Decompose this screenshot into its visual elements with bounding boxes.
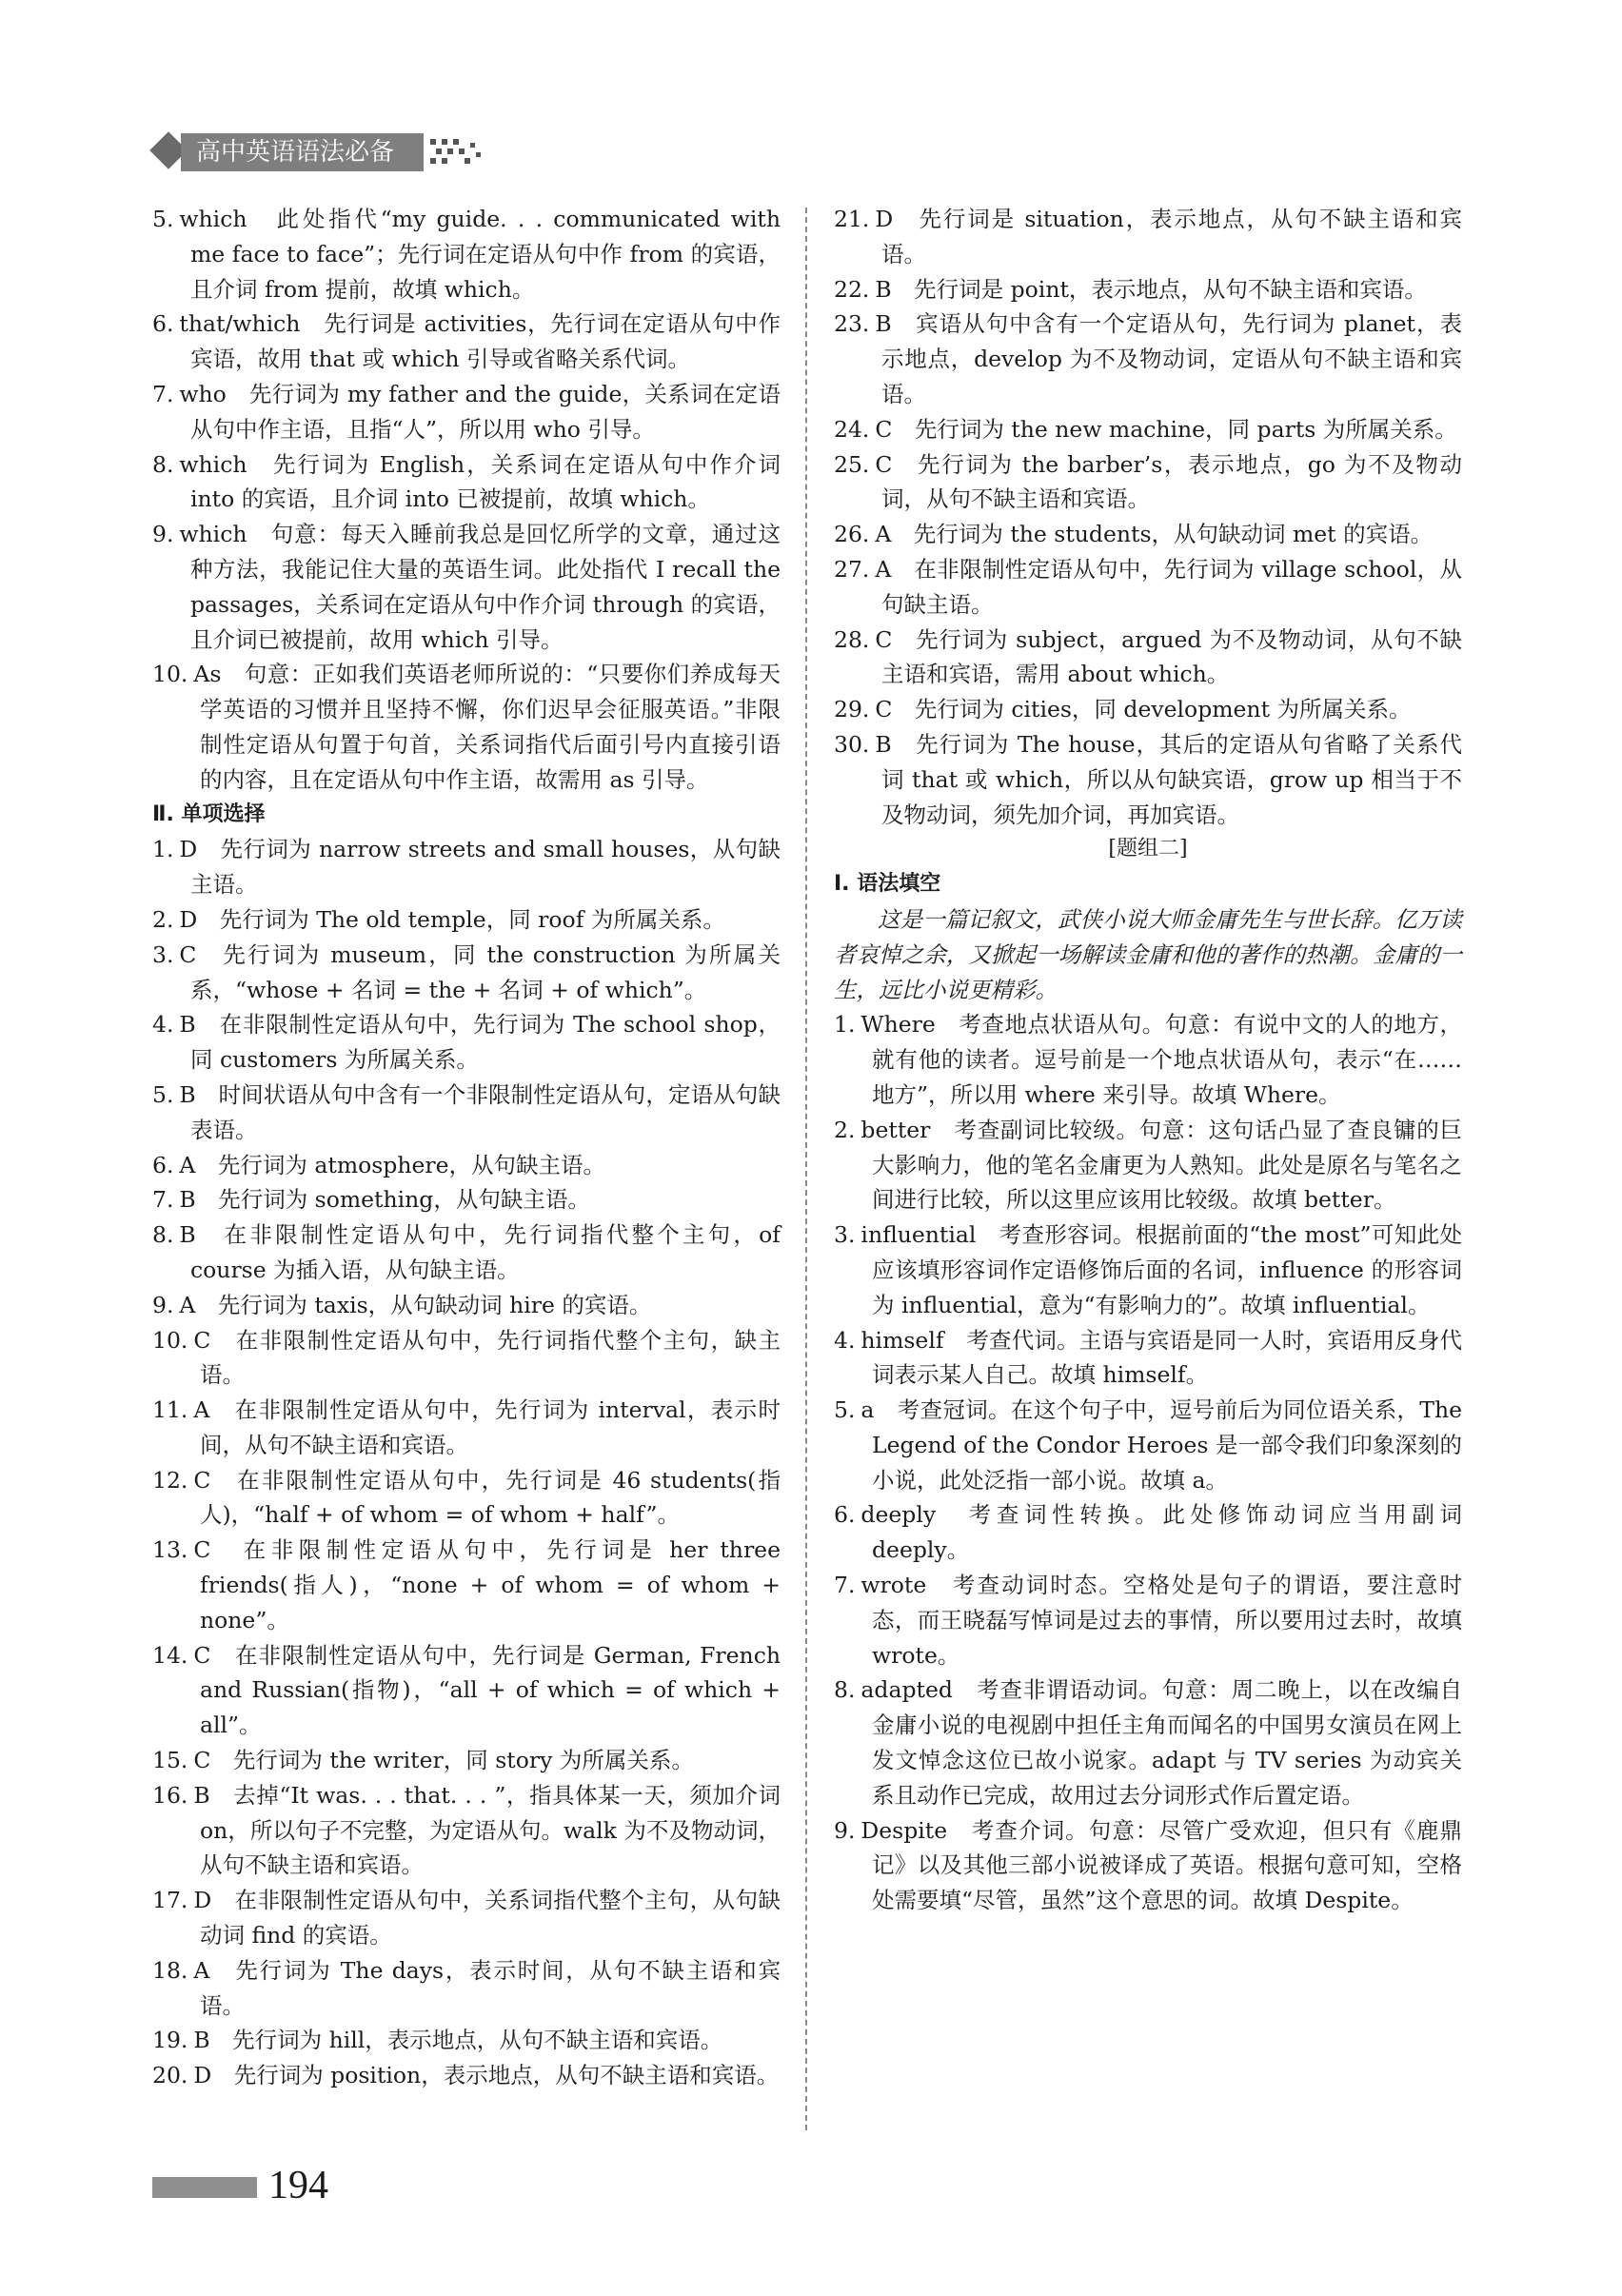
answer-item <box>834 447 1462 518</box>
book-title: 高中英语语法必备 <box>181 133 424 171</box>
item-number: 10. <box>152 1326 188 1354</box>
item-text: which 此处指代“my guide. . . communicated with me face to face”；先行词在定语从句中作 from 的宾语，且介词 from 提前，故填 which。 <box>179 206 781 303</box>
item-number: 7. <box>152 380 174 407</box>
answer-item <box>152 2058 781 2093</box>
answer-item <box>152 447 781 518</box>
item-text: who 先行词为 my father and the guide，关系词在定语从句中作主语，且指“人”，所以用 who 引导。 <box>179 380 781 443</box>
answer-item <box>834 307 1462 411</box>
item-text: A 先行词为 atmosphere，从句缺主语。 <box>179 1151 606 1178</box>
item-number: 16. <box>152 1781 188 1809</box>
item-text: B 先行词为 something，从句缺主语。 <box>179 1186 590 1214</box>
item-number: 6. <box>152 1151 174 1178</box>
item-text: As 句意：正如我们英语老师所说的：“只要你们养成每天学英语的习惯并且坚持不懈，你们迟早会征服英语。”非限制性定语从句置于句首，关系词指代后面引号内直接引语的内容，且在定语从句中作主语，故需用 as 引导。 <box>193 661 781 793</box>
answer-item <box>834 692 1462 727</box>
dot-pattern-icon <box>428 137 485 169</box>
item-number: 2. <box>152 905 174 933</box>
answer-item <box>834 202 1462 272</box>
item-number: 12. <box>152 1466 188 1494</box>
item-text: C 先行词为 subject，argued 为不及物动词，从句不缺主语和宾语，需用 about which。 <box>875 625 1462 688</box>
item-text: B 时间状语从句中含有一个非限制性定语从句，定语从句缺表语。 <box>179 1080 781 1143</box>
answer-item <box>152 1393 781 1463</box>
item-number: 5. <box>834 1396 856 1424</box>
page-number: 194 <box>268 2164 328 2207</box>
answer-item <box>834 552 1462 623</box>
answer-item <box>152 2023 781 2058</box>
item-number: 3. <box>152 940 174 968</box>
answer-item <box>834 517 1462 552</box>
item-number: 10. <box>152 661 188 688</box>
answer-item <box>152 1217 781 1288</box>
item-text: B 宾语从句中含有一个定语从句，先行词为 planet，表示地点，develop 为不及物动词，定语从句不缺主语和宾语。 <box>875 310 1462 407</box>
item-text: C 先行词为 the barber’s，表示地点，go 为不及物动词，从句不缺主语和宾语。 <box>875 450 1462 513</box>
answer-item <box>152 1078 781 1148</box>
item-text: D 先行词为 The old temple，同 roof 为所属关系。 <box>179 905 725 933</box>
item-number: 20. <box>152 2062 188 2089</box>
item-number: 29. <box>834 696 870 723</box>
answer-item <box>834 1813 1462 1918</box>
answer-item <box>834 623 1462 693</box>
answer-item <box>834 1217 1462 1322</box>
item-text: A 先行词为 taxis，从句缺动词 hire 的宾语。 <box>179 1291 652 1318</box>
item-number: 21. <box>834 206 870 232</box>
item-text: B 去掉“It was. . . that. . . ”，指具体某一天，须加介词 on，所以句子不完整，为定语从句。walk 为不及物动词，从句不缺主语和宾语。 <box>193 1781 781 1879</box>
item-number: 19. <box>152 2027 188 2054</box>
item-text: A 先行词为 The days，表示时间，从句不缺主语和宾语。 <box>193 1956 781 2019</box>
answer-item <box>152 202 781 307</box>
item-number: 6. <box>834 1501 856 1529</box>
item-number: 23. <box>834 310 870 338</box>
item-number: 26. <box>834 521 870 548</box>
item-text: A 先行词为 the students，从句缺动词 met 的宾语。 <box>875 521 1434 548</box>
answer-item <box>152 657 781 797</box>
item-text: B 先行词是 point，表示地点，从句不缺主语和宾语。 <box>875 275 1427 303</box>
item-text: A 在非限制性定语从句中，先行词为 interval，表示时间，从句不缺主语和宾语。 <box>193 1396 781 1458</box>
answer-item <box>834 412 1462 447</box>
answer-item <box>834 272 1462 307</box>
answer-item <box>834 1113 1462 1217</box>
passage-summary: 这是一篇记叙文，武侠小说大师金庸先生与世长辞。亿万读者哀悼之余，又掀起一场解读金庸和他的著作的热潮。金庸的一生，远比小说更精彩。 <box>834 905 1462 1003</box>
item-text: B 先行词为 hill，表示地点，从句不缺主语和宾语。 <box>193 2027 723 2054</box>
item-number: 4. <box>834 1326 856 1354</box>
item-number: 8. <box>152 450 174 478</box>
answer-item <box>834 1568 1462 1673</box>
item-number: 2. <box>834 1116 856 1143</box>
answer-item <box>152 517 781 657</box>
answer-item <box>152 1007 781 1078</box>
item-number: 18. <box>152 1956 188 1984</box>
item-number: 27. <box>834 555 870 583</box>
item-number: 15. <box>152 1747 188 1774</box>
left-column <box>152 202 781 2093</box>
item-text: wrote 考查动词时态。空格处是句子的谓语，要注意时态，而王晓磊写悼词是过去的事情，所以要用过去时，故填 wrote。 <box>860 1572 1462 1669</box>
item-number: 5. <box>152 1080 174 1108</box>
answer-item <box>152 1778 781 1883</box>
footer-bar <box>152 2177 257 2198</box>
item-text: B 先行词为 The house，其后的定语从句省略了关系代词 that 或 which，所以从句缺宾语，grow up 相当于不及物动词，须先加介词，再加宾语。 <box>875 730 1462 828</box>
item-number: 9. <box>152 521 174 548</box>
answer-item <box>152 902 781 938</box>
item-text: D 先行词为 position，表示地点，从句不缺主语和宾语。 <box>193 2062 780 2089</box>
item-text: C 在非限制性定语从句中，先行词是 46 students(指人)，“half + of whom = of whom + half”。 <box>193 1466 781 1529</box>
answer-item <box>834 1323 1462 1394</box>
item-number: 13. <box>152 1536 188 1564</box>
item-text: C 在非限制性定语从句中，先行词是 her three friends(指人)，“none + of whom = of whom + none”。 <box>193 1536 781 1633</box>
item-number: 8. <box>152 1221 174 1249</box>
item-text: deeply 考查词性转换。此处修饰动词应当用副词 deeply。 <box>860 1501 1462 1564</box>
item-number: 22. <box>834 275 870 303</box>
item-number: 3. <box>834 1221 856 1249</box>
item-text: C 先行词为 cities，同 development 为所属关系。 <box>875 696 1412 723</box>
item-number: 14. <box>152 1641 188 1669</box>
answer-item <box>834 1007 1462 1112</box>
answer-item <box>152 1323 781 1394</box>
item-text: influential 考查形容词。根据前面的“the most”可知此处应该填形容词作定语修饰后面的名词，influence 的形容词为 influential，意为“有影响力的”。故填 influential。 <box>860 1221 1462 1318</box>
answer-item <box>152 1533 781 1637</box>
answer-item <box>834 1393 1462 1497</box>
item-text: a 考查冠词。在这个句子中，逗号前后为同位语关系，The Legend of the Condor Heroes 是一部令我们印象深刻的小说，此处泛指一部小说。故填 a。 <box>860 1396 1462 1494</box>
item-number: 1. <box>834 1011 856 1039</box>
item-text: Where 考查地点状语从句。句意：有说中文的人的地方，就有他的读者。逗号前是一个地点状语从句，表示“在……地方”，所以用 where 来引导。故填 Where。 <box>860 1011 1462 1108</box>
item-text: better 考查副词比较级。句意：这句话凸显了查良镛的巨大影响力，他的笔名金庸更为人熟知。此处是原名与笔名之间进行比较，所以这里应该用比较级。故填 better。 <box>860 1116 1462 1214</box>
section-heading: Ⅱ. 单项选择 <box>152 802 266 826</box>
item-text: C 先行词为 the writer，同 story 为所属关系。 <box>193 1747 694 1774</box>
answer-item <box>152 832 781 902</box>
item-text: D 在非限制性定语从句中，关系词指代整个主句，从句缺动词 find 的宾语。 <box>193 1887 781 1950</box>
item-text: A 在非限制性定语从句中，先行词为 village school，从句缺主语。 <box>875 555 1462 618</box>
item-text: himself 考查代词。主语与宾语是同一人时，宾语用反身代词表示某人自己。故填 himself。 <box>860 1326 1462 1389</box>
item-number: 24. <box>834 415 870 443</box>
answer-item <box>152 1883 781 1953</box>
item-number: 11. <box>152 1396 188 1424</box>
item-number: 30. <box>834 730 870 758</box>
column-divider <box>805 208 807 2130</box>
item-text: D 先行词是 situation，表示地点，从句不缺主语和宾语。 <box>875 206 1462 267</box>
item-number: 6. <box>152 310 174 338</box>
item-text: B 在非限制性定语从句中，先行词为 The school shop，同 customers 为所属关系。 <box>179 1011 781 1074</box>
answer-item <box>152 377 781 447</box>
group-heading: [题组二] <box>1108 837 1188 861</box>
answer-item <box>834 1497 1462 1568</box>
answer-item <box>152 1953 781 2024</box>
answer-item <box>152 307 781 377</box>
answer-item <box>152 1463 781 1534</box>
answer-item <box>152 1182 781 1217</box>
item-text: which 句意：每天入睡前我总是回忆所学的文章，通过这种方法，我能记住大量的英语生词。此处指代 I recall the passages，关系词在定语从句中作介词 through 的宾语，且介词已被提前，故用 which 引导。 <box>179 521 781 653</box>
item-text: C 先行词为 museum，同 the construction 为所属关系，“whose + 名词 = the + 名词 + of which”。 <box>179 940 781 1003</box>
answer-item <box>152 1288 781 1323</box>
item-text: C 在非限制性定语从句中，先行词指代整个主句，缺主语。 <box>193 1326 781 1389</box>
answer-item <box>152 1638 781 1743</box>
item-number: 7. <box>152 1186 174 1214</box>
answer-item <box>834 727 1462 832</box>
item-text: C 先行词为 the new machine，同 parts 为所属关系。 <box>875 415 1457 443</box>
item-text: adapted 考查非谓语动词。句意：周二晚上，以在改编自金庸小说的电视剧中担任主角而闻名的中国男女演员在网上发文悼念这位已故小说家。adapt 与 TV series 为动宾关系且动作已完成，故用过去分词形式作后置定语。 <box>860 1676 1462 1809</box>
item-text: that/which 先行词是 activities，先行词在定语从句中作宾语，故用 that 或 which 引导或省略关系代词。 <box>179 310 781 373</box>
item-number: 9. <box>152 1291 174 1318</box>
item-number: 9. <box>834 1816 856 1844</box>
item-text: C 在非限制性定语从句中，先行词是 German, French and Russian(指物)，“all + of which = of which + all”。 <box>193 1641 781 1739</box>
item-number: 28. <box>834 625 870 653</box>
item-number: 25. <box>834 450 870 478</box>
answer-item <box>834 1673 1462 1812</box>
answer-item <box>152 1743 781 1778</box>
answer-item <box>152 938 781 1008</box>
item-text: B 在非限制性定语从句中，先行词指代整个主句，of course 为插入语，从句缺主语。 <box>179 1221 781 1283</box>
item-number: 17. <box>152 1887 188 1914</box>
section-heading: Ⅰ. 语法填空 <box>834 872 941 897</box>
answer-item <box>152 1148 781 1183</box>
item-number: 5. <box>152 206 174 232</box>
item-text: which 先行词为 English，关系词在定语从句中作介词 into 的宾语，且介词 into 已被提前，故填 which。 <box>179 450 781 513</box>
item-number: 4. <box>152 1011 174 1039</box>
right-column <box>834 202 1462 1918</box>
item-text: D 先行词为 narrow streets and small houses，从句缺主语。 <box>179 836 781 899</box>
item-text: Despite 考查介词。句意：尽管广受欢迎，但只有《鹿鼎记》以及其他三部小说被译成了英语。根据句意可知，空格处需要填“尽管，虽然”这个意思的词。故填 Despite。 <box>860 1816 1462 1914</box>
item-number: 1. <box>152 836 174 863</box>
item-number: 8. <box>834 1676 856 1704</box>
item-number: 7. <box>834 1572 856 1599</box>
